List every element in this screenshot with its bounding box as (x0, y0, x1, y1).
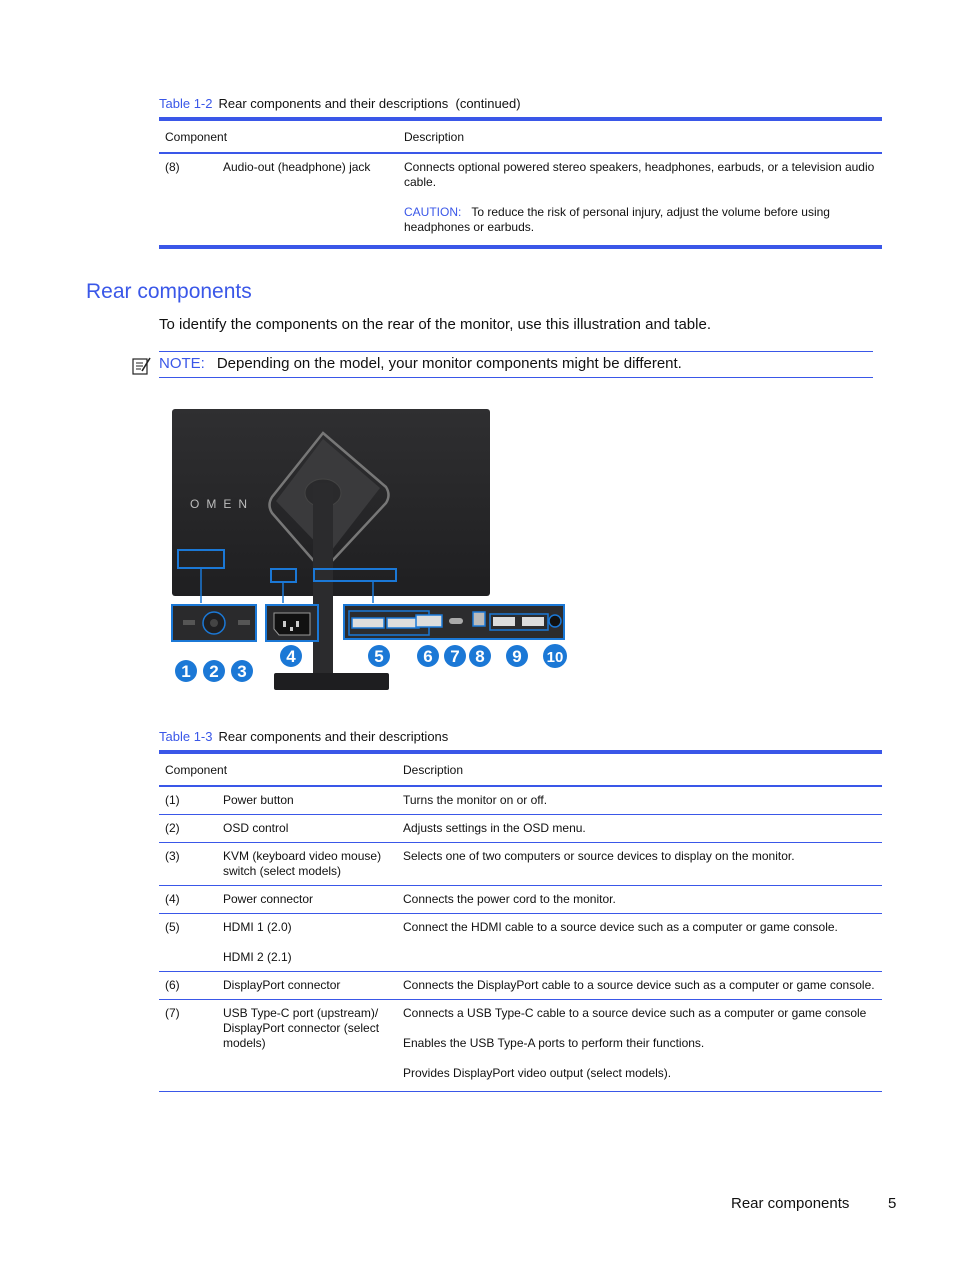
row-component (217, 914, 397, 972)
table-number: Table 1-2 (159, 96, 213, 111)
table-title: Rear components and their descriptions (continued) (218, 96, 521, 111)
svg-text:9: 9 (512, 647, 522, 666)
table-continued (159, 117, 882, 249)
omen-logo: OMEN (190, 497, 254, 511)
header-component: Component (159, 752, 397, 786)
note-icon (131, 356, 151, 376)
description-text: Enables the USB Type-A ports to perform their functions. (403, 1036, 705, 1050)
table-row (159, 843, 882, 886)
component-name: HDMI 2 (2.1) (223, 950, 292, 964)
header-description: Description (397, 752, 882, 786)
header-description: Description (398, 119, 882, 153)
row-component: DisplayPort connector (217, 972, 397, 1000)
section-intro: To identify the components on the rear of the monitor, use this illustration and table. (159, 316, 711, 333)
callout-1 (175, 660, 197, 682)
row-number: (5) (159, 914, 217, 972)
description-text: Provides DisplayPort video output (select models). (403, 1066, 672, 1080)
row-description: Connects the DisplayPort cable to a source device such as a computer or game console. (397, 972, 882, 1000)
zoom-ports (344, 605, 564, 639)
table-row (159, 914, 882, 972)
row-number: (3) (159, 843, 217, 886)
table-row (159, 1000, 882, 1092)
stand-base (274, 673, 389, 690)
row-number: (2) (159, 815, 217, 843)
callout-6 (417, 645, 439, 667)
table-row (159, 153, 882, 247)
row-component: OSD control (217, 815, 397, 843)
row-component: Power connector (217, 886, 397, 914)
table-caption (159, 729, 448, 744)
svg-text:7: 7 (450, 647, 460, 666)
svg-text:1: 1 (181, 662, 191, 681)
svg-text:3: 3 (237, 662, 247, 681)
callout-3 (231, 660, 253, 682)
row-number: (7) (159, 1000, 217, 1092)
table-rear-components (159, 750, 882, 1092)
row-description (398, 153, 882, 247)
row-component: USB Type-C port (upstream)/ DisplayPort connector (select models) (217, 1000, 397, 1092)
callout-9 (506, 645, 528, 667)
svg-text:10: 10 (546, 649, 564, 666)
table-row (159, 886, 882, 914)
section-title: Rear components (86, 280, 252, 303)
svg-text:6: 6 (423, 647, 433, 666)
row-number: (1) (159, 786, 217, 815)
description-text: Connects optional powered stereo speakers, headphones, earbuds, or a television audio cable. (404, 160, 875, 189)
callout-7 (444, 645, 466, 667)
row-number: (6) (159, 972, 217, 1000)
row-description: Connect the HDMI cable to a source device such as a computer or game console. (397, 914, 882, 972)
row-description (397, 1000, 882, 1092)
table-row (159, 972, 882, 1000)
caution-label: CAUTION: (404, 205, 462, 219)
row-description: Turns the monitor on or off. (397, 786, 882, 815)
callout-2 (203, 660, 225, 682)
page-number: 5 (888, 1195, 897, 1212)
callout-10 (543, 644, 567, 668)
table-title: Rear components and their descriptions (218, 729, 449, 744)
row-component: Power button (217, 786, 397, 815)
note-label: NOTE: (159, 355, 205, 372)
callout-8 (469, 645, 491, 667)
caution-block (404, 205, 876, 235)
svg-text:8: 8 (475, 647, 485, 666)
row-number: (4) (159, 886, 217, 914)
zoom-buttons (172, 605, 256, 641)
svg-text:5: 5 (374, 647, 384, 666)
note-text: Depending on the model, your monitor components might be different. (216, 355, 682, 372)
description-text: Connects a USB Type-C cable to a source device such as a computer or game console (403, 1006, 867, 1020)
component-name: HDMI 1 (2.0) (223, 920, 292, 934)
row-description: Connects the power cord to the monitor. (397, 886, 882, 914)
caution-text: To reduce the risk of personal injury, adjust the volume before using headphones or earbuds. (404, 205, 830, 234)
zoom-power (266, 605, 318, 641)
footer-section: Rear components (731, 1195, 850, 1212)
table-row (159, 786, 882, 815)
table-row (159, 815, 882, 843)
note-box (159, 351, 873, 378)
row-number: (8) (159, 153, 217, 247)
header-component: Component (159, 119, 398, 153)
svg-text:4: 4 (286, 647, 296, 666)
row-description: Selects one of two computers or source devices to display on the monitor. (397, 843, 882, 886)
row-description: Adjusts settings in the OSD menu. (397, 815, 882, 843)
callout-4 (280, 645, 302, 667)
monitor-rear-illustration (168, 405, 578, 695)
table-number: Table 1-3 (159, 729, 213, 744)
callout-5 (368, 645, 390, 667)
row-component: KVM (keyboard video mouse) switch (select models) (217, 843, 397, 886)
row-component: Audio-out (headphone) jack (217, 153, 398, 247)
table-caption (159, 96, 521, 111)
svg-text:2: 2 (209, 662, 219, 681)
